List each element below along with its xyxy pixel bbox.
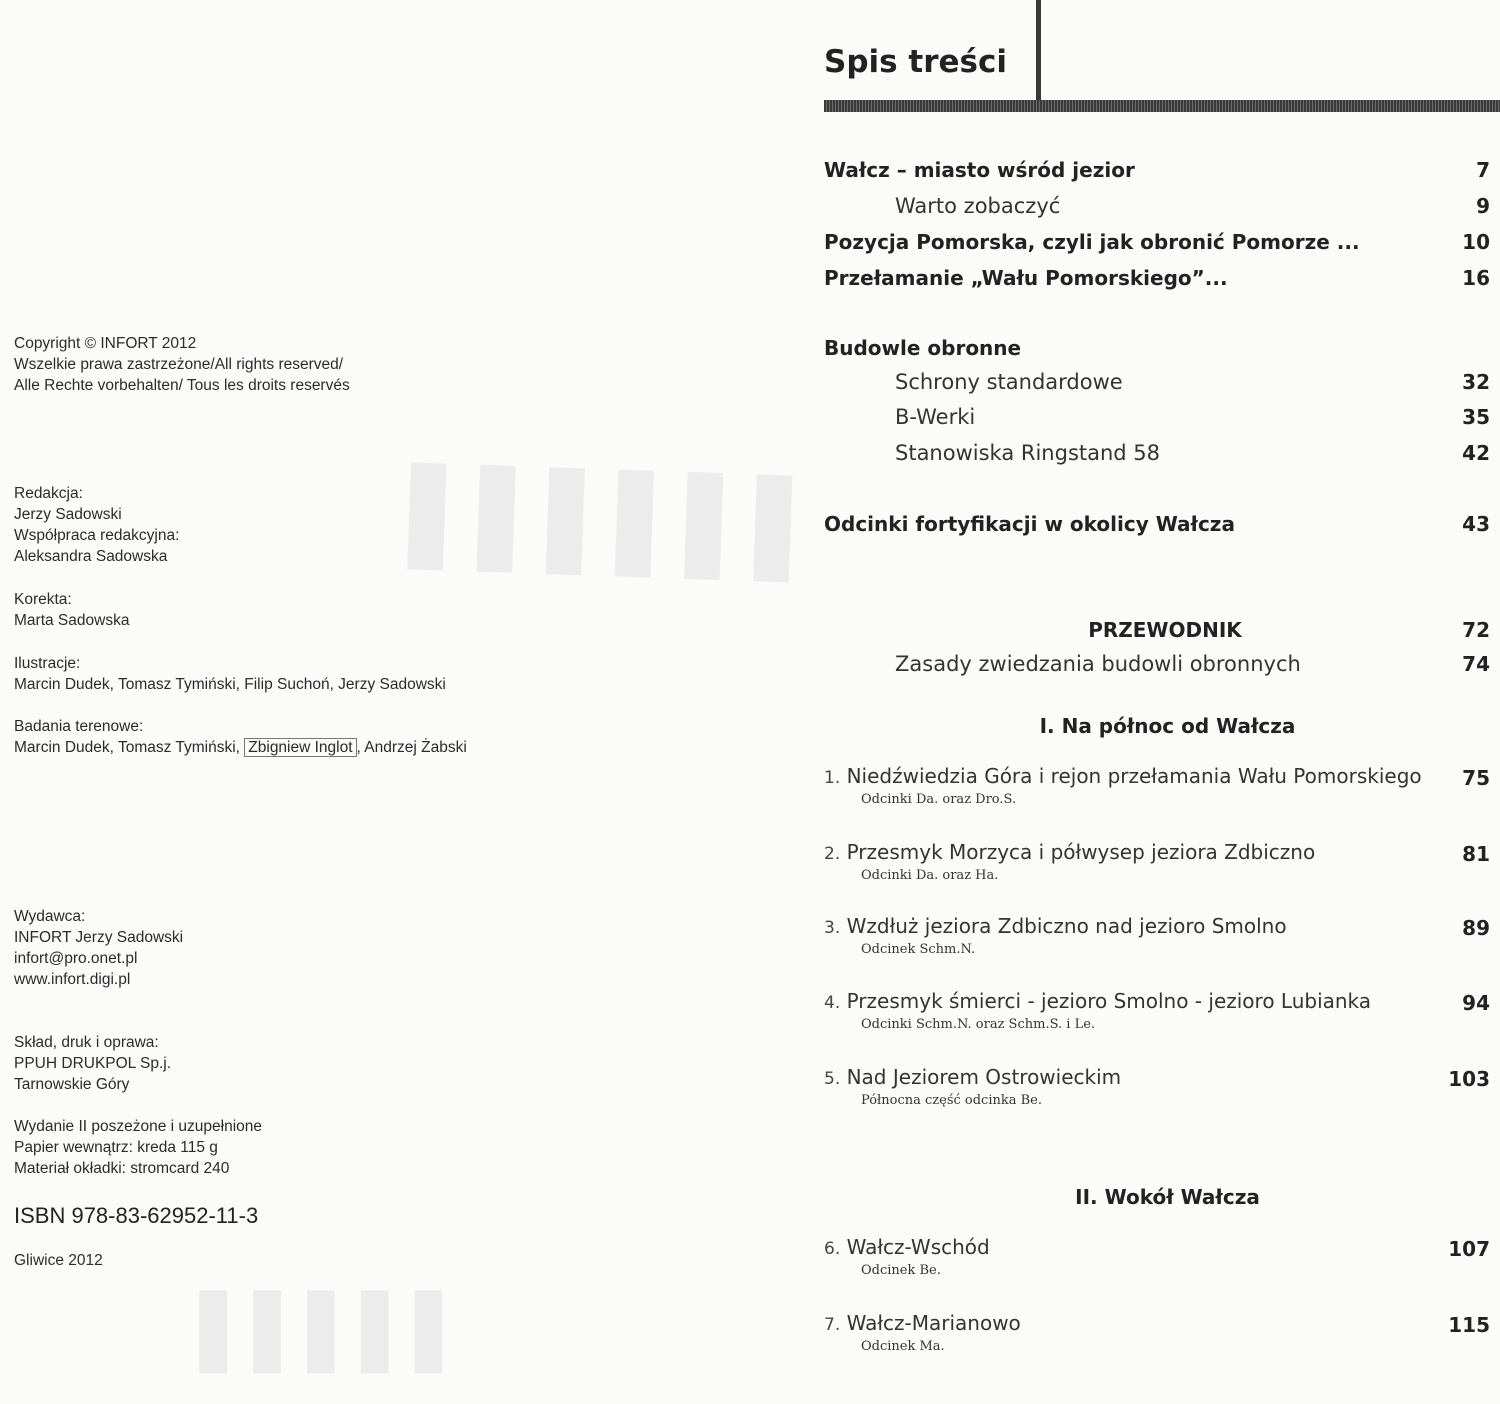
show-through-shadow: ▌▌▌▌▌▌ [408, 462, 828, 584]
toc-entry-title: Wałcz – miasto wśród jezior [824, 158, 1135, 182]
proofreader-name: Marta Sadowska [14, 612, 130, 629]
route-entry[interactable] [780, 1311, 1490, 1361]
route-title [824, 1235, 990, 1259]
toc-entry-page: 9 [1476, 194, 1490, 218]
route-title [824, 840, 1315, 864]
printer-city: Tarnowskie Góry [14, 1076, 130, 1093]
field-researchers-part: Marcin Dudek, Tomasz Tymiński, [14, 739, 240, 756]
copyright-line: Copyright © INFORT 2012 [14, 335, 197, 352]
co-editor-name: Aleksandra Sadowska [14, 548, 168, 565]
proof-label: Korekta: [14, 591, 72, 608]
route-entry[interactable] [780, 1235, 1490, 1285]
illustrators-names: Marcin Dudek, Tomasz Tymiński, Filip Suchoń, Jerzy Sadowski [14, 676, 446, 693]
printing-block [14, 1032, 171, 1095]
route-page: 115 [1448, 1313, 1490, 1337]
toc-heading-title: Budowle obronne [824, 336, 1022, 360]
toc-entry-title: PRZEWODNIK [1088, 618, 1242, 642]
route-title [824, 1065, 1121, 1089]
editor-name: Jerzy Sadowski [14, 506, 122, 523]
section-heading: II. Wokół Wałcza [1075, 1185, 1260, 1209]
editing-label: Redakcja: [14, 485, 83, 502]
toc-entry-page: 72 [1462, 618, 1490, 642]
toc-entry-title: Warto zobaczyć [895, 194, 1061, 218]
toc-entry[interactable] [780, 441, 1490, 471]
route-number: 3. [824, 918, 841, 938]
toc-entry[interactable] [780, 652, 1490, 682]
route-page: 103 [1448, 1067, 1490, 1091]
route-entry[interactable] [780, 1065, 1490, 1115]
isbn: ISBN 978-83-62952-11-3 [14, 1203, 259, 1228]
route-page: 94 [1462, 991, 1490, 1015]
toc-entry-title: Stanowiska Ringstand 58 [895, 441, 1161, 465]
route-subtitle: Odcinki Schm.N. oraz Schm.S. i Le. [861, 1017, 1096, 1032]
proofreading-block [14, 589, 129, 631]
toc-entry-page: 42 [1462, 441, 1490, 465]
field-researchers-part: , Andrzej Żabski [356, 739, 467, 756]
edition-line: Wydanie II poszeżone i uzupełnione [14, 1118, 263, 1135]
toc-entry-title: Pozycja Pomorska, czyli jak obronić Pomorze ... [824, 230, 1360, 254]
copyright-line: Wszelkie prawa zastrzeżone/All rights reserved/ [14, 356, 344, 373]
route-entry[interactable] [780, 914, 1490, 964]
toc-entry[interactable] [780, 230, 1490, 260]
toc-entry-page: 16 [1462, 266, 1490, 290]
route-title [824, 764, 1422, 788]
route-number: 6. [824, 1239, 841, 1259]
printer-name: PPUH DRUKPOL Sp.j. [14, 1055, 172, 1072]
route-subtitle: Odcinki Da. oraz Ha. [861, 868, 999, 883]
route-entry[interactable] [780, 989, 1490, 1039]
editing-block [14, 483, 179, 567]
toc-heading [780, 336, 1490, 366]
title-rule [824, 100, 1500, 112]
toc-entry-title: Odcinki fortyfikacji w okolicy Wałcza [824, 512, 1235, 536]
publisher-name: INFORT Jerzy Sadowski [14, 929, 184, 946]
publisher-email: infort@pro.onet.pl [14, 950, 138, 967]
title-divider [1036, 0, 1041, 102]
toc-entry[interactable] [780, 618, 1490, 648]
co-editing-label: Współpraca redakcyjna: [14, 527, 180, 544]
route-page: 89 [1462, 916, 1490, 940]
route-number: 5. [824, 1069, 841, 1089]
toc-entry-page: 32 [1462, 370, 1490, 394]
route-number: 4. [824, 993, 841, 1013]
toc-entry-page: 43 [1462, 512, 1490, 536]
toc-page [780, 0, 1500, 1404]
route-title-text: Przesmyk Morzyca i półwysep jeziora Zdbiczno [846, 840, 1316, 864]
toc-entry-page: 35 [1462, 405, 1490, 429]
route-subtitle: Odcinek Be. [861, 1263, 941, 1278]
place-year: Gliwice 2012 [14, 1252, 103, 1269]
field-research-block [14, 716, 467, 758]
toc-entry[interactable] [780, 158, 1490, 188]
route-page: 107 [1448, 1237, 1490, 1261]
route-title [824, 989, 1371, 1013]
field-researchers [14, 737, 467, 758]
route-title [824, 914, 1287, 938]
toc-entry-page: 74 [1462, 652, 1490, 676]
toc-entry[interactable] [780, 370, 1490, 400]
section-heading: I. Na północ od Wałcza [1039, 714, 1296, 738]
edition-line: Papier wewnątrz: kreda 115 g [14, 1139, 218, 1156]
illustrations-block [14, 653, 446, 695]
publisher-block [14, 906, 183, 990]
toc-entry-title: B-Werki [895, 405, 976, 429]
route-page: 75 [1462, 766, 1490, 790]
route-title-text: Wałcz-Marianowo [846, 1311, 1021, 1335]
toc-entry[interactable] [780, 512, 1490, 542]
route-entry[interactable] [780, 764, 1490, 814]
toc-entry-title: Schrony standardowe [895, 370, 1123, 394]
toc-entry-page: 10 [1462, 230, 1490, 254]
route-title-text: Przesmyk śmierci - jezioro Smolno - jezioro Lubianka [846, 989, 1372, 1013]
toc-entry[interactable] [780, 194, 1490, 224]
copyright-block [14, 333, 350, 396]
toc-title: Spis treści [824, 44, 1007, 80]
copyright-line: Alle Rechte vorbehalten/ Tous les droits reservés [14, 377, 350, 394]
toc-entry[interactable] [780, 266, 1490, 296]
route-subtitle: Północna część odcinka Be. [861, 1093, 1043, 1108]
route-entry[interactable] [780, 840, 1490, 890]
route-number: 7. [824, 1315, 841, 1335]
edition-line: Materiał okładki: stromcard 240 [14, 1160, 230, 1177]
illustrations-label: Ilustracje: [14, 655, 81, 672]
highlighted-name-box: Zbigniew Inglot [244, 738, 356, 757]
toc-entry-title: Zasady zwiedzania budowli obronnych [895, 652, 1301, 676]
route-number: 1. [824, 768, 841, 788]
route-subtitle: Odcinki Da. oraz Dro.S. [861, 792, 1017, 807]
toc-entry[interactable] [780, 405, 1490, 435]
field-research-label: Badania terenowe: [14, 718, 144, 735]
route-title-text: Nad Jeziorem Ostrowieckim [846, 1065, 1122, 1089]
route-title-text: Wzdłuż jeziora Zdbiczno nad jezioro Smolno [846, 914, 1287, 938]
route-page: 81 [1462, 842, 1490, 866]
route-title-text: Niedźwiedzia Góra i rejon przełamania Wału Pomorskiego [846, 764, 1422, 788]
publisher-website: www.infort.digi.pl [14, 971, 131, 988]
route-number: 2. [824, 844, 841, 864]
route-subtitle: Odcinek Ma. [861, 1339, 945, 1354]
publisher-label: Wydawca: [14, 908, 86, 925]
toc-entry-title: Przełamanie „Wału Pomorskiego”... [824, 266, 1228, 290]
route-title [824, 1311, 1021, 1335]
show-through-shadow: ▌▌▌▌▌ [200, 1290, 470, 1373]
route-subtitle: Odcinek Schm.N. [861, 942, 976, 957]
route-title-text: Wałcz-Wschód [846, 1235, 990, 1259]
toc-entry-page: 7 [1476, 158, 1490, 182]
edition-block [14, 1116, 262, 1179]
printing-label: Skład, druk i oprawa: [14, 1034, 159, 1051]
